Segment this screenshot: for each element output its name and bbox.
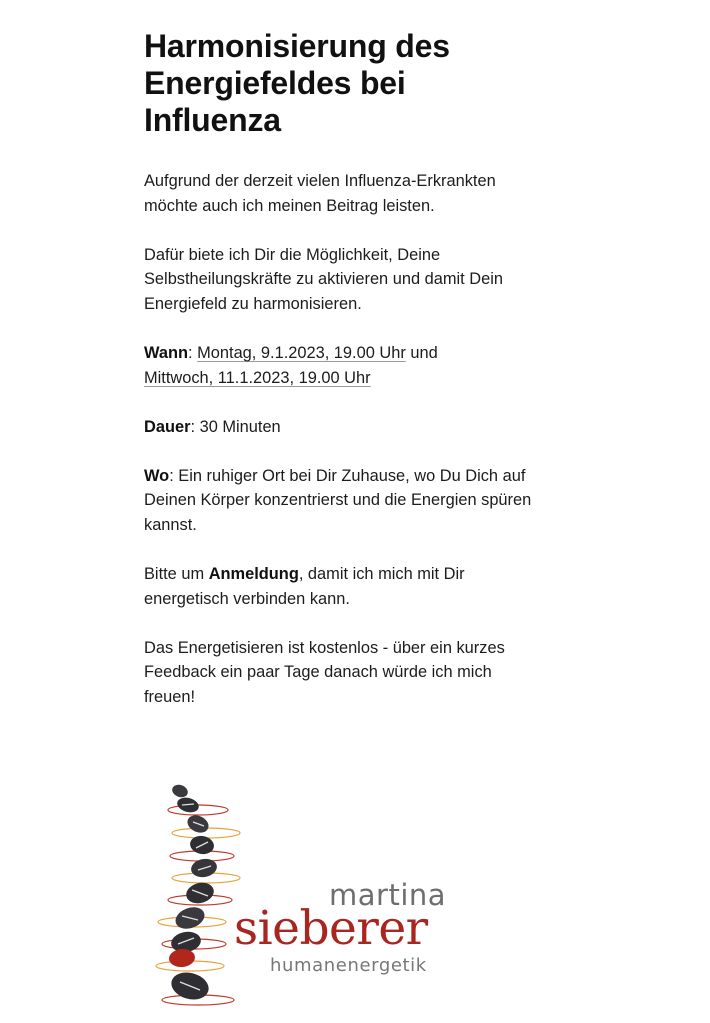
where-label: Wo (144, 466, 170, 485)
offer-paragraph: Dafür biete ich Dir die Möglichkeit, Deine Selbstheilungskräfte zu aktivieren und damit Dein Energiefeld zu harmonisieren. (144, 245, 503, 313)
duration-label: Dauer (144, 417, 191, 436)
date-link-wednesday[interactable]: Mittwoch, 11.1.2023, 19.00 Uhr (144, 368, 371, 387)
where-value: : Ein ruhiger Ort bei Dir Zuhause, wo Du Dich auf Deinen Körper konzentrierst und die Energien spüren kannst. (144, 466, 532, 534)
duration-value: : 30 Minuten (190, 417, 281, 436)
registration-after: , damit ich mich mit Dir energetisch verbinden kann. (144, 565, 465, 608)
date-link-monday[interactable]: Montag, 9.1.2023, 19.00 Uhr (197, 343, 406, 362)
logo-first-name: martina (329, 878, 447, 912)
intro-paragraph: Aufgrund der derzeit vielen Influenza-Erkrankten möchte auch ich meinen Beitrag leisten. (144, 172, 496, 215)
where-paragraph (144, 464, 534, 538)
registration-before: Bitte um (144, 565, 209, 584)
article (144, 28, 534, 710)
when-and: und (405, 343, 438, 362)
logo-last-name: sieberer (234, 901, 428, 956)
registration-paragraph (144, 562, 534, 611)
when-separator: : (188, 343, 198, 362)
when-paragraph (144, 341, 534, 390)
logo-tagline: humanenergetik (270, 955, 427, 976)
registration-bold: Anmeldung (208, 565, 299, 584)
when-label: Wann (144, 343, 189, 362)
duration-paragraph (144, 415, 534, 440)
page-title: Harmonisierung des Energiefeldes bei Influenza (144, 28, 450, 138)
brand-logo (146, 778, 466, 1018)
closing-paragraph: Das Energetisieren ist kostenlos - über ein kurzes Feedback ein paar Tage danach würde ich mich freuen! (144, 638, 505, 706)
